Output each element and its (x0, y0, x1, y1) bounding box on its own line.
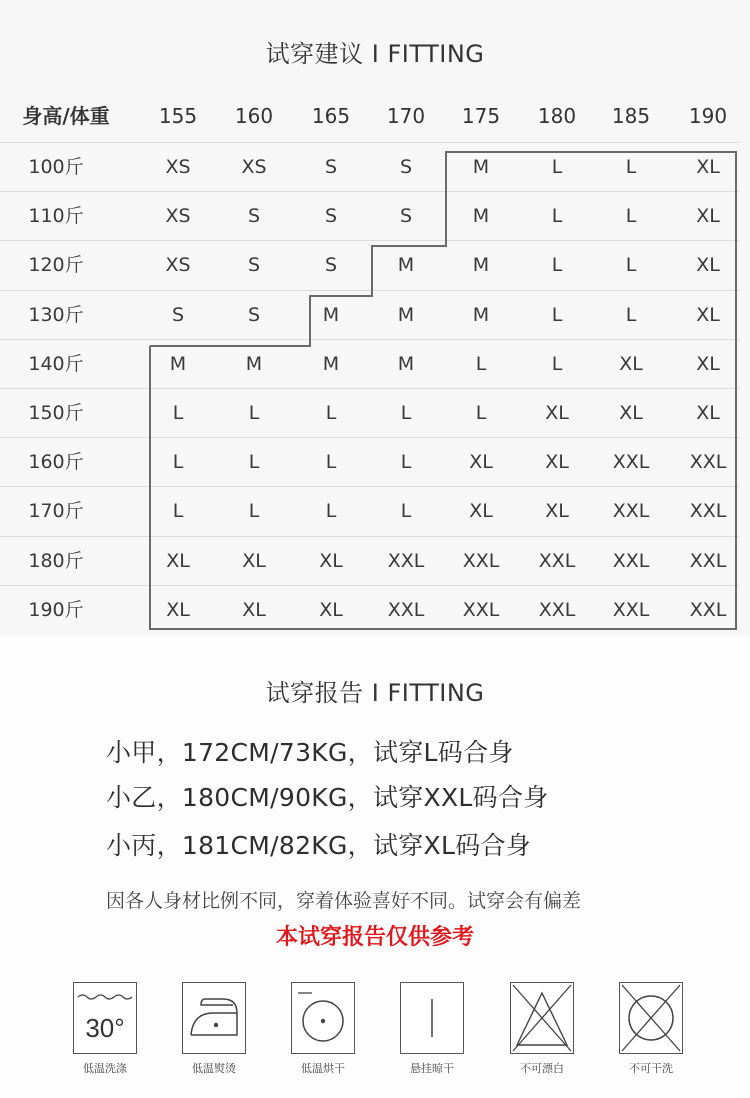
size-cell: XXL (612, 599, 650, 621)
height-header-cell: 160 (234, 104, 274, 128)
size-cell: XS (241, 156, 267, 178)
weight-row-label: 140斤 (28, 353, 84, 375)
size-cell: M (245, 353, 263, 375)
care-label-hang: 悬挂晾干 (410, 1062, 454, 1075)
size-cell: L (475, 402, 487, 424)
height-weight-header: 身高/体重 (22, 104, 110, 128)
size-cell: M (472, 205, 490, 227)
size-cell: S (171, 304, 185, 326)
size-cell: XS (165, 205, 191, 227)
size-cell: XL (469, 451, 493, 473)
care-label-dry: 低温烘干 (301, 1062, 345, 1075)
size-cell: XXL (462, 550, 500, 572)
care-label-iron: 低温熨烫 (192, 1062, 236, 1075)
size-cell: XL (242, 599, 266, 621)
iron-low-icon (182, 982, 246, 1054)
wash-30-icon (73, 982, 137, 1054)
size-cell: L (625, 156, 637, 178)
report-line-xiaoyi: 小乙，180CM/90KG，试穿XXL码合身 (106, 783, 549, 812)
size-cell: M (472, 254, 490, 276)
size-cell: S (399, 156, 413, 178)
size-cell: L (551, 254, 563, 276)
size-cell: L (172, 500, 184, 522)
size-cell: L (551, 156, 563, 178)
size-cell: XXL (387, 550, 425, 572)
size-cell: M (472, 156, 490, 178)
care-item-bleach (510, 982, 578, 1076)
size-cell: L (400, 402, 412, 424)
wash-temperature: 30° (85, 1013, 125, 1043)
size-cell: XL (319, 599, 343, 621)
size-cell: L (248, 451, 260, 473)
size-cell: XL (469, 500, 493, 522)
care-label-bleach: 不可漂白 (520, 1062, 564, 1075)
size-cell: M (169, 353, 187, 375)
size-cell: XL (696, 353, 720, 375)
size-cell: L (625, 254, 637, 276)
size-cell: L (172, 402, 184, 424)
size-cell: XL (619, 353, 643, 375)
size-cell: M (397, 304, 415, 326)
size-cell: XL (696, 205, 720, 227)
size-cell: L (248, 402, 260, 424)
size-cell: L (551, 304, 563, 326)
report-title: 试穿报告 I FITTING (265, 679, 485, 707)
size-cell: XL (166, 550, 190, 572)
weight-row-label: 180斤 (28, 550, 84, 572)
size-cell: L (325, 451, 337, 473)
size-cell: M (322, 353, 340, 375)
size-cell: XL (696, 304, 720, 326)
size-cell: L (475, 353, 487, 375)
size-cell: XL (696, 254, 720, 276)
size-cell: L (325, 402, 337, 424)
tumble-dry-low-icon (291, 982, 355, 1054)
care-item-dryclean (619, 982, 687, 1076)
size-cell: S (324, 254, 338, 276)
fitting-title: 试穿建议 I FITTING (265, 40, 485, 68)
size-cell: S (324, 205, 338, 227)
height-header-cell: 180 (537, 104, 577, 128)
report-line-xiaobing: 小丙，181CM/82KG，试穿XL码合身 (106, 831, 532, 860)
size-cell: L (551, 353, 563, 375)
size-cell: S (247, 254, 261, 276)
weight-row-label: 100斤 (28, 156, 84, 178)
size-cell: XXL (612, 550, 650, 572)
height-header-cell: 165 (311, 104, 351, 128)
size-cell: XXL (538, 599, 576, 621)
size-cell: L (625, 205, 637, 227)
size-cell: S (324, 156, 338, 178)
height-header-cell: 185 (611, 104, 651, 128)
no-dry-clean-icon (619, 982, 683, 1054)
care-item-iron (182, 982, 250, 1076)
size-cell: L (400, 451, 412, 473)
weight-row-label: 160斤 (28, 451, 84, 473)
size-cell: M (397, 353, 415, 375)
size-cell: L (551, 205, 563, 227)
size-cell: XL (319, 550, 343, 572)
size-cell: S (247, 205, 261, 227)
size-cell: XL (166, 599, 190, 621)
height-header-cell: 155 (158, 104, 198, 128)
size-cell: XL (696, 402, 720, 424)
care-label-dryclean: 不可干洗 (629, 1062, 673, 1075)
size-cell: L (325, 500, 337, 522)
weight-row-label: 170斤 (28, 500, 84, 522)
line-dry-icon (400, 982, 464, 1054)
size-cell: XL (242, 550, 266, 572)
reference-only-notice: 本试穿报告仅供参考 (275, 925, 474, 950)
care-label-wash: 低温洗涤 (83, 1062, 127, 1075)
size-cell: XXL (538, 550, 576, 572)
size-cell: XXL (689, 451, 727, 473)
size-cell: L (172, 451, 184, 473)
size-cell: L (248, 500, 260, 522)
height-header-cell: 190 (688, 104, 728, 128)
size-cell: L (625, 304, 637, 326)
weight-row-label: 110斤 (28, 205, 84, 227)
size-cell: XL (696, 156, 720, 178)
height-header-cell: 175 (461, 104, 501, 128)
size-cell: XL (619, 402, 643, 424)
weight-row-label: 130斤 (28, 304, 84, 326)
size-cell: XL (545, 451, 569, 473)
care-item-dry (291, 982, 359, 1076)
size-cell: XXL (387, 599, 425, 621)
height-header-cell: 170 (386, 104, 426, 128)
no-bleach-icon (510, 982, 574, 1054)
report-line-xiaojia: 小甲，172CM/73KG，试穿L码合身 (106, 738, 514, 767)
fit-disclaimer: 因各人身材比例不同，穿着体验喜好不同。试穿会有偏差 (106, 890, 582, 912)
size-cell: XXL (462, 599, 500, 621)
care-item-wash (73, 982, 141, 1076)
size-cell: XXL (689, 550, 727, 572)
size-cell: M (322, 304, 340, 326)
size-cell: XL (545, 402, 569, 424)
size-cell: S (399, 205, 413, 227)
size-cell: XXL (612, 451, 650, 473)
weight-row-label: 190斤 (28, 599, 84, 621)
size-cell: L (400, 500, 412, 522)
weight-row-label: 120斤 (28, 254, 84, 276)
care-item-hang (400, 982, 468, 1076)
size-cell: XL (545, 500, 569, 522)
size-cell: M (472, 304, 490, 326)
size-cell: XXL (689, 599, 727, 621)
size-cell: S (247, 304, 261, 326)
zone-m-l-outline (150, 152, 736, 629)
size-cell: XS (165, 254, 191, 276)
size-cell: M (397, 254, 415, 276)
size-cell: XS (165, 156, 191, 178)
size-cell: XXL (612, 500, 650, 522)
weight-row-label: 150斤 (28, 402, 84, 424)
size-cell: XXL (689, 500, 727, 522)
